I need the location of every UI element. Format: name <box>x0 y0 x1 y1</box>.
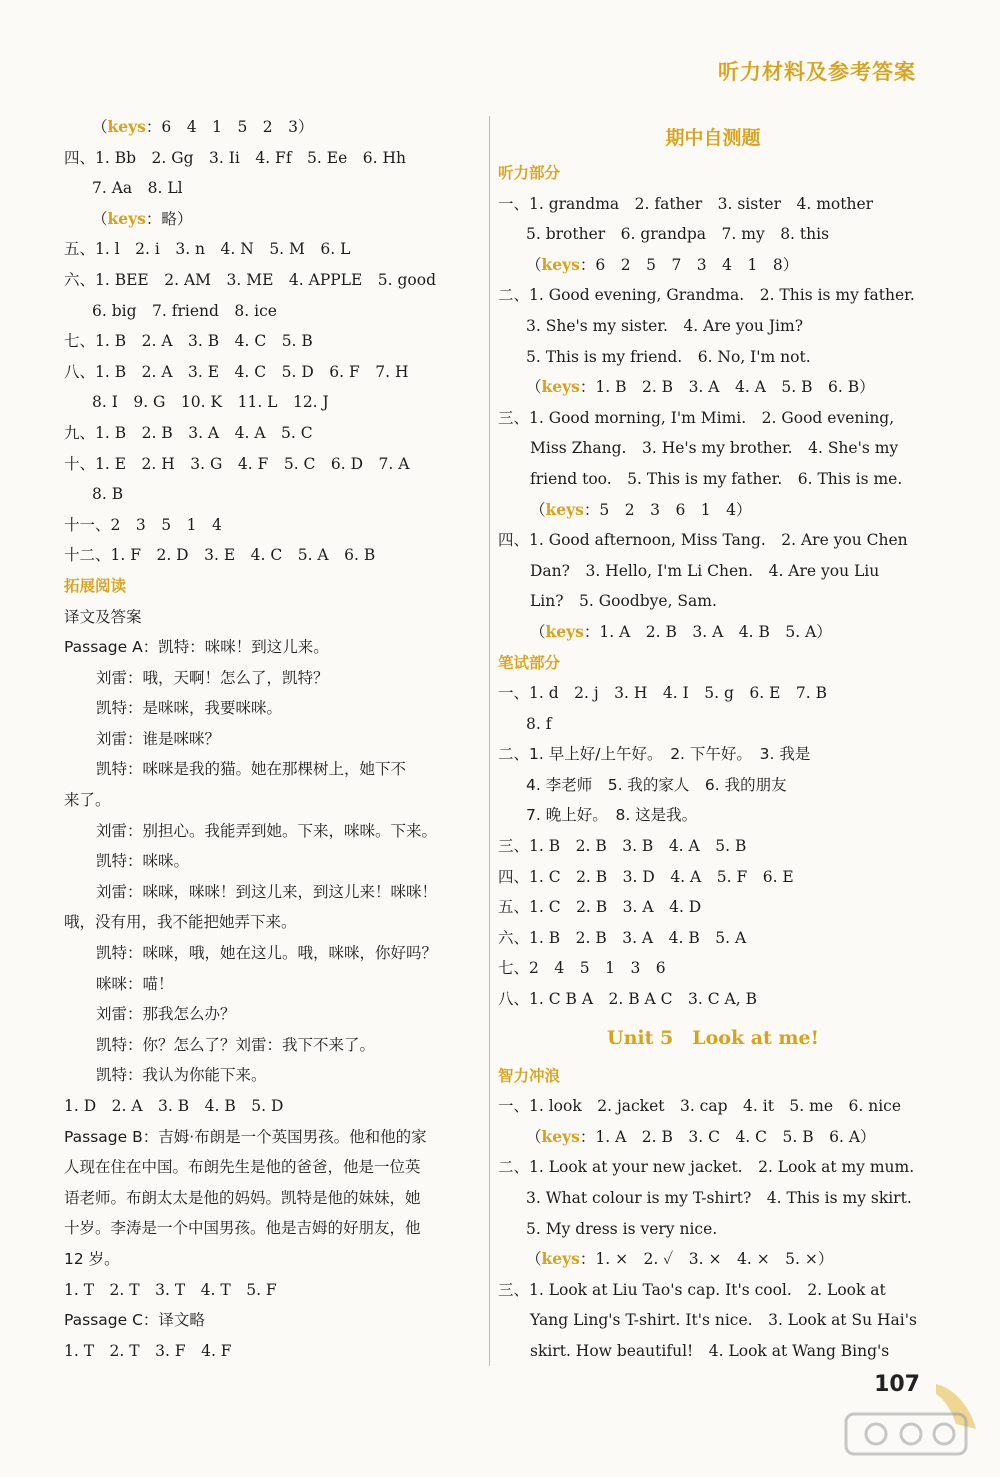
keys-label: keys <box>541 377 580 397</box>
answer-line: 九、1. B 2. B 3. A 4. A 5. C <box>64 423 313 442</box>
answer-line: 三、1. B 2. B 3. B 4. A 5. B <box>498 837 747 856</box>
answer-line: 刘雷：咪咪，咪咪！到这儿来，到这儿来！咪咪！ <box>96 882 438 901</box>
answer-line: 六、1. B 2. B 3. A 4. B 5. A <box>498 928 747 947</box>
answer-line: （keys：6 2 5 7 3 4 1 8） <box>526 254 799 274</box>
answer-line: 1. D 2. A 3. B 4. B 5. D <box>64 1097 284 1115</box>
keys-label: keys <box>541 254 580 274</box>
answer-line: 人现在住在中国。布朗先生是他的爸爸，他是一位英 <box>64 1158 421 1177</box>
answer-line: （keys：略） <box>92 208 193 228</box>
answer-line: 六、1. BEE 2. AM 3. ME 4. APPLE 5. good <box>64 270 437 289</box>
answer-line: （keys：1. A 2. B 3. C 4. C 5. B 6. A） <box>526 1126 876 1146</box>
answer-line: 7. 晚上好。 8. 这是我。 <box>526 806 698 825</box>
answer-line: （keys：1. × 2. ✓ 3. × 4. × 5. ×） <box>526 1249 834 1269</box>
answer-line: 三、1. Good morning, I'm Mimi. 2. Good evening, <box>498 408 895 427</box>
keys-label: keys <box>545 499 584 519</box>
answer-line: 凯特：我认为你能下来。 <box>96 1066 267 1085</box>
answer-line: 7. Aa 8. Ll <box>92 179 183 198</box>
answer-line: Miss Zhang. 3. He's my brother. 4. She's my <box>530 439 899 458</box>
answer-line: 二、1. Good evening, Grandma. 2. This is my father. <box>498 286 915 305</box>
keys-label: keys <box>107 117 146 136</box>
answer-line: 5. My dress is very nice. <box>526 1219 718 1238</box>
answer-line: 二、1. 早上好/上午好。 2. 下午好。 3. 我是 <box>498 745 811 764</box>
answer-line: （keys：1. A 2. B 3. A 4. B 5. A） <box>530 621 832 641</box>
answer-line: 8. I 9. G 10. K 11. L 12. J <box>92 393 329 412</box>
answer-line: 5. This is my friend. 6. No, I'm not. <box>526 347 811 366</box>
answer-line: 3. She's my sister. 4. Are you Jim? <box>526 316 804 335</box>
answer-line: 四、1. C 2. B 3. D 4. A 5. F 6. E <box>498 867 794 886</box>
answer-line: 四、1. Bb 2. Gg 3. Ii 4. Ff 5. Ee 6. Hh <box>64 148 406 167</box>
answer-line: 5. brother 6. grandpa 7. my 8. this <box>526 225 830 244</box>
keys-label: keys <box>541 1126 580 1146</box>
answer-line: Yang Ling's T-shirt. It's nice. 3. Look at Su Hai's <box>530 1311 917 1330</box>
answer-line: 八、1. B 2. A 3. E 4. C 5. D 6. F 7. H <box>64 362 409 381</box>
keys-label: keys <box>541 1249 580 1269</box>
answer-line: 8. f <box>526 714 552 733</box>
section-subheading: 智力冲浪 <box>498 1066 561 1085</box>
answer-line: 1. T 2. T 3. F 4. F <box>64 1341 232 1360</box>
answer-line: 凯特：咪咪是我的猫。她在那棵树上，她下不 <box>96 760 407 779</box>
section-subheading: 听力部分 <box>498 164 561 182</box>
answer-line: friend too. 5. This is my father. 6. This is me. <box>530 469 903 488</box>
answer-line: 语老师。布朗太太是他的妈妈。凯特是他的妹妹，她 <box>64 1188 421 1207</box>
answer-line: 咪咪：喵！ <box>96 974 174 993</box>
answer-line: Passage C：译文略 <box>64 1311 205 1330</box>
keys-label: keys <box>107 208 146 228</box>
answer-line: 6. big 7. friend 8. ice <box>92 301 277 320</box>
answer-line: 七、2 4 5 1 3 6 <box>498 959 666 978</box>
answer-line: （keys：5 2 3 6 1 4） <box>530 499 752 519</box>
answer-line: 3. What colour is my T-shirt? 4. This is my skirt. <box>526 1189 912 1207</box>
answer-line: 十一、2 3 5 1 4 <box>64 515 222 534</box>
answer-line: 刘雷：那我怎么办？ <box>96 1005 236 1024</box>
page-header-title: 听力材料及参考答案 <box>718 60 916 84</box>
answer-line: 十二、1. F 2. D 3. E 4. C 5. A 6. B <box>64 546 376 565</box>
answer-line: Passage A：凯特：咪咪！到这儿来。 <box>64 638 329 657</box>
answer-line: 刘雷：哦，天啊！怎么了，凯特？ <box>96 668 329 687</box>
unit-title: Unit 5 Look at me! <box>607 1026 819 1049</box>
answer-line: Dan? 3. Hello, I'm Li Chen. 4. Are you Liu <box>530 561 880 580</box>
answer-line: 八、1. C B A 2. B A C 3. C A, B <box>498 990 757 1009</box>
right-column <box>498 112 928 1367</box>
answer-line: （keys：6 4 1 5 2 3） <box>92 117 314 136</box>
answer-line: 刘雷：别担心。我能弄到她。下来，咪咪。下来。 <box>96 821 438 840</box>
answer-line: Passage B：吉姆·布朗是一个英国男孩。他和他的家 <box>64 1127 427 1146</box>
answer-line: 1. T 2. T 3. T 4. T 5. F <box>64 1280 277 1299</box>
answer-line: 来了。 <box>64 791 111 810</box>
answer-line: 十、1. E 2. H 3. G 4. F 5. C 6. D 7. A <box>64 454 410 473</box>
answer-line: 十岁。李涛是一个中国男孩。他是吉姆的好朋友，他 <box>64 1219 421 1238</box>
column-divider <box>489 116 490 1366</box>
answer-line: （keys：1. B 2. B 3. A 4. A 5. B 6. B） <box>526 377 875 397</box>
answer-line: 12 岁。 <box>64 1249 120 1268</box>
answer-line: 五、1. l 2. i 3. n 4. N 5. M 6. L <box>64 240 351 259</box>
watermark-logo-icon <box>836 1379 986 1469</box>
left-column <box>64 112 484 1366</box>
answer-line: 4. 李老师 5. 我的家人 6. 我的朋友 <box>526 775 787 794</box>
section-subheading: 拓展阅读 <box>64 576 127 595</box>
answer-line: 二、1. Look at your new jacket. 2. Look at my mum. <box>498 1158 915 1177</box>
answer-line: 凯特：咪咪，哦，她在这儿。哦，咪咪，你好吗？ <box>96 944 438 963</box>
answer-line: 8. B <box>92 485 124 504</box>
page-number: 107 <box>874 1372 920 1397</box>
answer-line: 一、1. d 2. j 3. H 4. I 5. g 6. E 7. B <box>498 684 828 703</box>
answer-line: 一、1. look 2. jacket 3. cap 4. it 5. me 6. nice <box>498 1097 902 1116</box>
answer-line: 一、1. grandma 2. father 3. sister 4. mother <box>498 194 874 213</box>
keys-label: keys <box>545 621 584 641</box>
answer-line: 三、1. Look at Liu Tao's cap. It's cool. 2. Look at <box>498 1280 886 1299</box>
answer-line: Lin? 5. Goodbye, Sam. <box>530 592 717 611</box>
answer-line: 译文及答案 <box>64 607 142 626</box>
answer-line: 哦，没有用，我不能把她弄下来。 <box>64 913 297 932</box>
answer-line: 刘雷：谁是咪咪？ <box>96 729 221 748</box>
answer-line: skirt. How beautiful! 4. Look at Wang Bing's <box>530 1341 890 1360</box>
answer-line: 凯特：咪咪。 <box>96 852 190 871</box>
answer-line: 五、1. C 2. B 3. A 4. D <box>498 898 702 917</box>
section-title-midterm: 期中自测题 <box>665 127 761 149</box>
answer-line: 凯特：是咪咪，我要咪咪。 <box>96 699 283 718</box>
section-subheading: 笔试部分 <box>498 653 561 672</box>
answer-line: 七、1. B 2. A 3. B 4. C 5. B <box>64 332 313 351</box>
answer-line: 凯特：你？怎么了？刘雷：我下不来了。 <box>96 1035 376 1054</box>
answer-line: 四、1. Good afternoon, Miss Tang. 2. Are you Chen <box>498 531 908 550</box>
